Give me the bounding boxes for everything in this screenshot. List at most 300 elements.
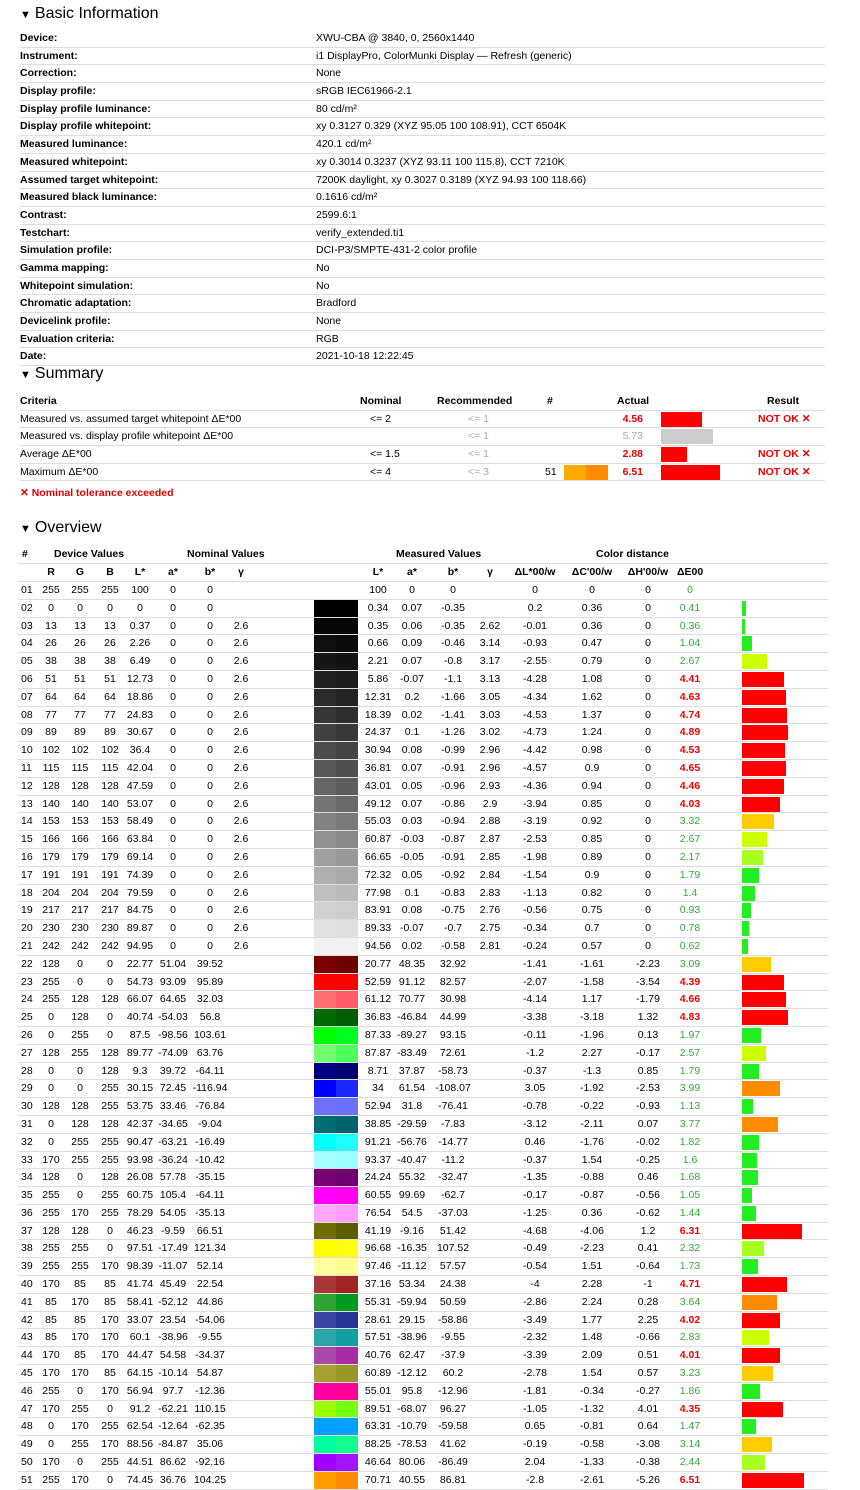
cell: 1.62 xyxy=(581,690,603,703)
delta-e-bar xyxy=(742,1081,780,1096)
cell: -2.32 xyxy=(523,1331,547,1344)
table-row xyxy=(18,1009,828,1027)
cell: 0 xyxy=(77,1064,83,1077)
overview-group-header xyxy=(18,546,828,564)
cell: 98.39 xyxy=(126,1260,154,1273)
actual-header: Actual xyxy=(617,395,650,407)
cell: 191 xyxy=(71,868,89,881)
cell: 179 xyxy=(101,850,119,863)
cell: 31.8 xyxy=(401,1100,423,1113)
cell: 2.09 xyxy=(581,1349,603,1362)
table-row xyxy=(18,902,828,920)
delta-e-bar xyxy=(742,1206,756,1221)
cell: 2.6 xyxy=(233,833,249,846)
nominal-swatch xyxy=(314,1045,336,1062)
cell: 89 xyxy=(104,726,116,739)
cell: 0.89 xyxy=(581,850,603,863)
nominal-swatch xyxy=(314,1098,336,1115)
overview-table xyxy=(18,546,828,1490)
table-row xyxy=(18,1080,828,1098)
cell: 44.86 xyxy=(196,1295,224,1308)
cell: -108.07 xyxy=(435,1082,471,1095)
cell: 0 xyxy=(645,797,651,810)
nominal-swatch xyxy=(314,1080,336,1097)
cell: -14.77 xyxy=(438,1135,468,1148)
cell: -5.26 xyxy=(636,1473,660,1486)
table-row xyxy=(18,1116,828,1134)
nominal-swatch xyxy=(314,796,336,813)
delta-e-bar xyxy=(742,1402,783,1417)
cell: -11.07 xyxy=(158,1260,188,1273)
cell: 0 xyxy=(207,744,213,757)
cell: 58.41 xyxy=(126,1295,154,1308)
measured-swatch xyxy=(336,1009,358,1026)
cell: 255 xyxy=(101,1082,119,1095)
cell: 48.35 xyxy=(398,957,426,970)
cell: 255 xyxy=(42,993,60,1006)
cell: 2.28 xyxy=(581,1278,603,1291)
cell: -0.02 xyxy=(636,1135,660,1148)
cell: 0 xyxy=(107,601,113,614)
col-header: b* xyxy=(447,566,459,578)
cell: 26 xyxy=(74,637,86,650)
row-number: 09 xyxy=(21,726,33,739)
cell: 0.08 xyxy=(401,744,423,757)
cell: 128 xyxy=(101,1064,119,1077)
cell: 255 xyxy=(101,1206,119,1219)
cell: 24.37 xyxy=(364,726,392,739)
cell: 255 xyxy=(71,584,89,596)
cell: -58.73 xyxy=(438,1064,468,1077)
cell: 217 xyxy=(42,904,60,917)
cell: 0 xyxy=(170,601,176,614)
cell: -0.56 xyxy=(636,1189,660,1202)
nominal-swatch xyxy=(314,653,336,670)
cell: -11.2 xyxy=(441,1153,465,1166)
delta-e-value: 3.14 xyxy=(679,1438,701,1451)
measured-swatch xyxy=(336,1294,358,1311)
cell: 128 xyxy=(42,957,60,970)
cell: 170 xyxy=(71,1420,89,1433)
table-row xyxy=(18,1383,828,1401)
row-number: 07 xyxy=(21,690,33,703)
row-number: 12 xyxy=(21,779,33,792)
info-label: Testchart: xyxy=(20,226,70,239)
delta-e-value: 2.32 xyxy=(679,1242,701,1255)
cell: -58.86 xyxy=(438,1313,468,1326)
table-row xyxy=(18,1454,828,1472)
cell: -0.78 xyxy=(523,1100,547,1113)
measured-swatch xyxy=(336,1436,358,1453)
cell: 1.08 xyxy=(581,672,603,685)
cell: 170 xyxy=(71,1331,89,1344)
row-number: 25 xyxy=(21,1011,33,1024)
cell: 0.2 xyxy=(527,601,543,614)
nominal-swatch xyxy=(314,635,336,652)
summary-toggle[interactable]: ▼ Summary xyxy=(20,365,104,382)
delta-e-bar xyxy=(742,1064,759,1079)
table-row xyxy=(18,707,828,725)
cell: 170 xyxy=(101,1384,119,1397)
delta-e-bar xyxy=(742,1277,787,1292)
cell: -0.58 xyxy=(441,939,465,952)
cell: 91.12 xyxy=(398,975,426,988)
delta-e-value: 3.77 xyxy=(679,1117,701,1130)
cell: 2.6 xyxy=(233,779,249,792)
delta-e-bar xyxy=(742,1330,769,1345)
delta-e-bar xyxy=(742,903,751,918)
info-row xyxy=(20,65,825,83)
cell: -54.03 xyxy=(158,1011,188,1024)
delta-e-bar xyxy=(742,1153,757,1168)
delta-e-value: 4.39 xyxy=(679,975,701,988)
row-number: 11 xyxy=(21,761,32,774)
cell: 1.24 xyxy=(581,726,603,739)
cell: 0 xyxy=(107,1028,113,1041)
cell: -9.16 xyxy=(400,1224,424,1237)
cell: 2.84 xyxy=(479,868,501,881)
cell: 54.05 xyxy=(159,1206,187,1219)
cell: 0 xyxy=(48,1420,54,1433)
cell: -35.15 xyxy=(195,1171,225,1184)
cell: 3.13 xyxy=(479,672,501,685)
cell: 0.08 xyxy=(401,904,423,917)
cell: 115 xyxy=(42,761,60,774)
cell: 255 xyxy=(42,1384,60,1397)
info-value: 80 cd/m² xyxy=(316,102,357,115)
cell: 191 xyxy=(42,868,60,881)
nominal-swatch xyxy=(314,1276,336,1293)
cell: 60.55 xyxy=(364,1189,392,1202)
num-header: # xyxy=(547,395,553,407)
cell: 0.92 xyxy=(581,815,603,828)
triangle-down-icon: ▼ xyxy=(20,369,31,381)
cell: -62.21 xyxy=(158,1402,188,1415)
row-number: 03 xyxy=(21,619,33,632)
cell: 0 xyxy=(645,655,651,668)
cell: 88.25 xyxy=(364,1438,392,1451)
cell: 0 xyxy=(532,584,538,596)
cell: 0 xyxy=(645,886,651,899)
triangle-down-icon: ▼ xyxy=(20,9,31,21)
cell: 0 xyxy=(207,708,213,721)
table-row xyxy=(18,920,828,938)
cell: 0 xyxy=(207,815,213,828)
cell: 255 xyxy=(42,1206,60,1219)
nominal-swatch xyxy=(314,991,336,1008)
cell: 2.25 xyxy=(637,1313,659,1326)
col-header: L* xyxy=(372,566,384,578)
cell: -4.34 xyxy=(523,690,547,703)
cell: 0.82 xyxy=(581,886,603,899)
row-number: 10 xyxy=(21,744,33,757)
cell: 54.5 xyxy=(401,1206,423,1219)
delta-e-value: 1.6 xyxy=(682,1153,698,1166)
cell: 0.07 xyxy=(637,1117,659,1130)
tolerance-note: ✕ Nominal tolerance exceeded xyxy=(20,487,174,499)
delta-e-value: 6.51 xyxy=(679,1473,701,1486)
cell: 0.7 xyxy=(584,922,600,935)
cell: 46.64 xyxy=(364,1456,392,1469)
result-cell: NOT OK ✕ xyxy=(758,465,811,478)
cell: 8.71 xyxy=(367,1064,389,1077)
info-row xyxy=(20,348,825,366)
cell: 0.79 xyxy=(581,655,603,668)
nominal-swatch xyxy=(314,902,336,919)
cell: 0.9 xyxy=(584,868,600,881)
cell: 85 xyxy=(104,1278,116,1291)
table-row xyxy=(18,867,828,885)
info-value: XWU-CBA @ 3840, 0, 2560x1440 xyxy=(316,32,475,44)
cell: 1.51 xyxy=(581,1260,603,1273)
row-number: 19 xyxy=(21,904,33,917)
cell: -10.79 xyxy=(397,1420,427,1433)
cell: 0.98 xyxy=(581,744,603,757)
cell: -52.12 xyxy=(158,1295,188,1308)
cell: 93.98 xyxy=(126,1153,154,1166)
row-number: 22 xyxy=(21,957,33,970)
cell: -1.58 xyxy=(580,975,604,988)
nominal-swatch xyxy=(314,1347,336,1364)
cell: 170 xyxy=(42,1402,60,1415)
cell: 255 xyxy=(42,1473,60,1486)
cell: -36.24 xyxy=(158,1153,188,1166)
cell: 128 xyxy=(71,1117,89,1130)
cell: -2.55 xyxy=(523,655,547,668)
cell: 49.12 xyxy=(364,797,392,810)
cell: 0.07 xyxy=(401,601,423,614)
cell: -0.81 xyxy=(580,1420,604,1433)
row-number: 06 xyxy=(21,672,33,685)
cell: 2.6 xyxy=(233,904,249,917)
cell: -0.03 xyxy=(400,833,424,846)
cell: 3.02 xyxy=(479,726,501,739)
nominal-swatch xyxy=(314,742,336,759)
cell: 2.6 xyxy=(233,922,249,935)
cell: 103.61 xyxy=(193,1028,227,1041)
cell: 38 xyxy=(74,655,86,668)
cell: 0 xyxy=(589,584,595,596)
cell: 128 xyxy=(71,1100,89,1113)
cell: 0 xyxy=(77,1082,83,1095)
info-value: Bradford xyxy=(316,297,357,310)
nominal-swatch xyxy=(314,867,336,884)
cell: 217 xyxy=(101,904,119,917)
row-number: 34 xyxy=(21,1171,33,1184)
cell: 0 xyxy=(48,1028,54,1041)
cell: 0.02 xyxy=(401,939,423,952)
cell: 104.25 xyxy=(193,1473,227,1486)
cell: -37.03 xyxy=(438,1206,468,1219)
cell: 153 xyxy=(101,815,119,828)
cell: 204 xyxy=(101,886,119,899)
row-number: 17 xyxy=(21,868,33,881)
cell: 64 xyxy=(74,690,86,703)
measured-swatch xyxy=(336,1223,358,1240)
nominal-swatch xyxy=(314,885,336,902)
delta-e-value: 4.01 xyxy=(679,1349,701,1362)
cell: 94.95 xyxy=(126,939,154,952)
measured-swatch xyxy=(336,1027,358,1044)
cell: 0 xyxy=(207,761,213,774)
cell: 66.51 xyxy=(196,1224,224,1237)
cell: -1.92 xyxy=(580,1082,604,1095)
row-number: 49 xyxy=(21,1438,33,1451)
cell: 128 xyxy=(101,1046,119,1059)
delta-e-value: 6.31 xyxy=(679,1224,701,1237)
cell: -76.84 xyxy=(195,1100,225,1113)
overview-toggle[interactable]: ▼ Overview xyxy=(20,519,102,536)
cell: 52.59 xyxy=(364,975,392,988)
cell: 77 xyxy=(104,708,116,721)
cell: 91.21 xyxy=(364,1135,392,1148)
row-number: 21 xyxy=(21,939,33,952)
cell: -0.35 xyxy=(441,619,465,632)
cell: 85 xyxy=(74,1278,86,1291)
cell: 255 xyxy=(42,584,60,596)
cell: 102 xyxy=(71,744,89,757)
cell: 30.15 xyxy=(126,1082,154,1095)
table-row xyxy=(18,938,828,956)
cell: 74.39 xyxy=(126,868,154,881)
cell: 95.89 xyxy=(196,975,224,988)
info-label: Measured black luminance: xyxy=(20,191,158,204)
cell: 2.04 xyxy=(524,1456,546,1469)
delta-e-value: 4.65 xyxy=(679,761,701,774)
info-value: verify_extended.ti1 xyxy=(316,226,405,239)
cell: 0 xyxy=(645,637,651,650)
delta-e-bar xyxy=(742,1455,765,1470)
delta-e-bar xyxy=(742,1419,756,1434)
cell: 2.24 xyxy=(581,1295,603,1308)
cell: 41.62 xyxy=(439,1438,467,1451)
col-header: G xyxy=(75,566,85,578)
cell: -38.96 xyxy=(397,1331,427,1344)
cell: 0 xyxy=(170,833,176,846)
cell: -4.42 xyxy=(523,744,547,757)
cell: -32.47 xyxy=(438,1171,468,1184)
cell: 42.37 xyxy=(126,1117,154,1130)
cell: 69.14 xyxy=(126,850,154,863)
row-number: 14 xyxy=(21,815,33,828)
info-value: 0.1616 cd/m² xyxy=(316,191,378,204)
recommended-cell: <= 1 xyxy=(468,412,490,425)
cell: 93.37 xyxy=(364,1153,392,1166)
info-label: Devicelink profile: xyxy=(20,315,111,327)
delta-e-bar xyxy=(742,957,771,972)
cell: -0.34 xyxy=(523,922,547,935)
cell: 0 xyxy=(170,815,176,828)
info-value: sRGB IEC61966-2.1 xyxy=(316,85,412,98)
cell: 77 xyxy=(45,708,57,721)
measured-swatch xyxy=(336,778,358,795)
table-row xyxy=(18,796,828,814)
delta-e-bar xyxy=(742,1384,760,1399)
col-header: R xyxy=(47,566,55,578)
delta-e-bar xyxy=(742,1295,777,1310)
cell: 86.81 xyxy=(439,1473,467,1486)
actual-bar xyxy=(661,447,687,462)
cell: 191 xyxy=(101,868,119,881)
cell: 56.94 xyxy=(126,1384,154,1397)
cell: 0 xyxy=(170,904,176,917)
table-row xyxy=(18,956,828,974)
cell: 0.85 xyxy=(581,797,603,810)
cell: -0.8 xyxy=(443,655,463,668)
cell: -1.61 xyxy=(580,957,604,970)
measured-swatch xyxy=(336,1098,358,1115)
cell: 230 xyxy=(101,922,119,935)
table-row xyxy=(18,689,828,707)
delta-e-bar xyxy=(742,939,748,954)
cell: 61.12 xyxy=(364,993,392,1006)
nominal-swatch xyxy=(314,974,336,991)
cell: -0.25 xyxy=(636,1153,660,1166)
cell: 62.54 xyxy=(126,1420,154,1433)
delta-e-value: 2.67 xyxy=(679,655,701,668)
cell: 85 xyxy=(74,1349,86,1362)
cell: 0 xyxy=(77,1171,83,1184)
nominal-swatch xyxy=(314,1027,336,1044)
cell: 255 xyxy=(101,1100,119,1113)
cell: 41.74 xyxy=(126,1278,154,1291)
table-row xyxy=(18,991,828,1009)
cell: 255 xyxy=(101,1420,119,1433)
cell: -54.06 xyxy=(195,1313,225,1326)
cell: 0 xyxy=(107,957,113,970)
cell: 0.02 xyxy=(401,708,423,721)
cell: -4.68 xyxy=(523,1224,547,1237)
table-row xyxy=(18,1223,828,1241)
col-header: a* xyxy=(168,566,178,578)
basic-information-toggle[interactable]: ▼ Basic Information xyxy=(20,5,159,22)
cell: 36.81 xyxy=(364,761,392,774)
recommended-cell: <= 3 xyxy=(468,465,490,478)
cell: 0.85 xyxy=(637,1064,659,1077)
row-number: 35 xyxy=(21,1189,33,1202)
cell: 0 xyxy=(48,1135,54,1148)
cell: -0.24 xyxy=(523,939,547,952)
nominal-swatch xyxy=(314,724,336,741)
cell: -3.19 xyxy=(523,815,547,828)
row-number: 18 xyxy=(21,886,33,899)
cell: 0.35 xyxy=(367,619,389,632)
delta-e-value: 4.46 xyxy=(679,779,701,792)
cell: -12.12 xyxy=(397,1367,427,1380)
cell: -2.53 xyxy=(636,1082,660,1095)
row-number: 08 xyxy=(21,708,33,721)
row-number: 32 xyxy=(21,1135,33,1148)
nominal-swatch xyxy=(314,582,336,599)
cell: 0 xyxy=(107,1402,113,1415)
cell: 110.15 xyxy=(194,1402,226,1415)
cell: 63.76 xyxy=(196,1046,224,1059)
cell: 2.26 xyxy=(129,637,151,650)
cell: -86.49 xyxy=(438,1456,468,1469)
cell: -83.49 xyxy=(397,1046,427,1059)
cell: -0.91 xyxy=(441,761,465,774)
measured-values-header: Measured Values xyxy=(396,548,482,560)
summary-table xyxy=(20,393,825,481)
nominal-swatch xyxy=(314,1312,336,1329)
delta-e-value: 0 xyxy=(687,584,693,596)
cell: 242 xyxy=(71,939,89,952)
table-row xyxy=(18,1472,828,1490)
cell: 78.29 xyxy=(126,1206,154,1219)
cell: 38 xyxy=(45,655,57,668)
cell: -0.94 xyxy=(441,815,465,828)
info-row xyxy=(20,118,825,136)
